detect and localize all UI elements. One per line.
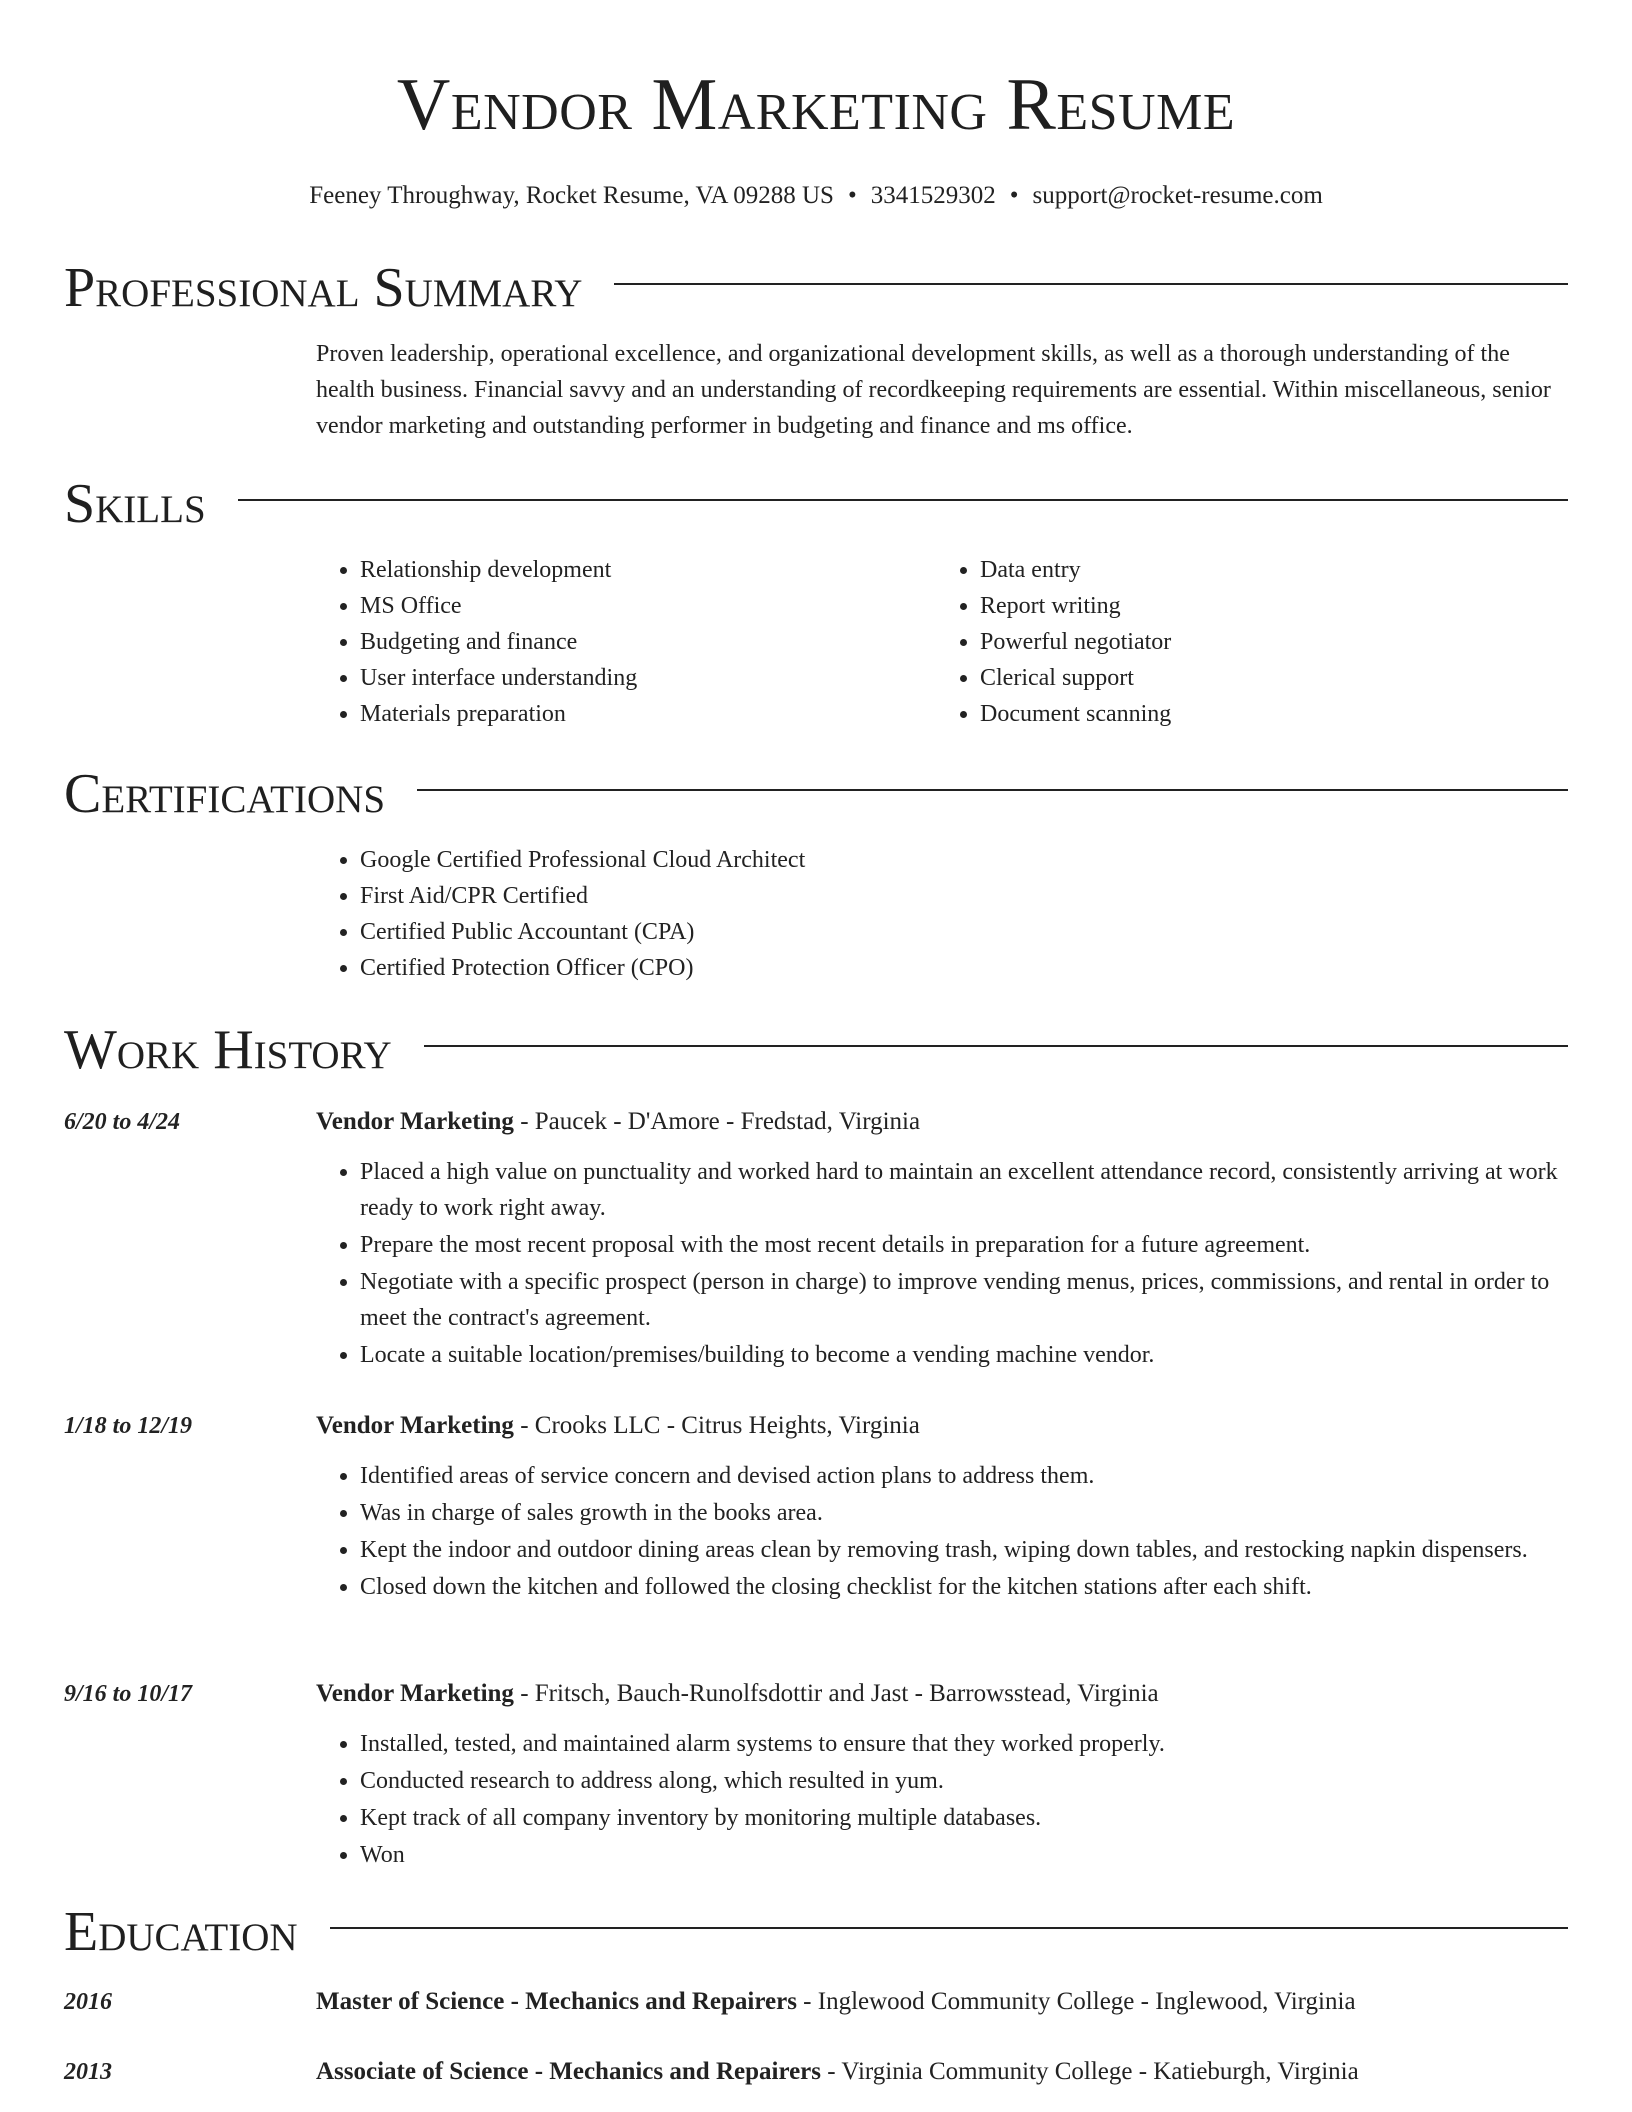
- degree: Master of Science - Mechanics and Repairers: [316, 1988, 797, 2015]
- section-rule: [417, 789, 1568, 791]
- list-item: • Was in charge of sales growth in the books area.: [360, 1495, 1568, 1531]
- job-details: - Fritsch, Bauch-Runolfsdottir and Jast - Barrowsstead, Virginia: [513, 1680, 1159, 1707]
- list-item: • Negotiate with a specific prospect (person in charge) to improve vending menus, prices, commissions, and rental in order to meet the contract's agreement.: [360, 1264, 1568, 1336]
- skills-section-header: [64, 474, 1568, 534]
- section-heading: Skills: [64, 473, 206, 535]
- certifications-list: [316, 842, 1568, 986]
- job-title: Vendor Marketing: [316, 1680, 514, 1707]
- skills-list: [316, 552, 1568, 732]
- phone: 3341529302: [870, 182, 996, 209]
- list-item: • Clerical support: [980, 660, 1568, 696]
- job-bullets: [316, 1458, 1568, 1605]
- list-item: • Document scanning: [980, 696, 1568, 732]
- list-item: • Google Certified Professional Cloud Architect: [360, 842, 1568, 878]
- education-entry: [316, 2054, 1568, 2090]
- list-item: • Powerful negotiator: [980, 624, 1568, 660]
- section-heading: Education: [64, 1901, 298, 1963]
- resume-title: Vendor Marketing Resume: [396, 64, 1236, 146]
- job-dates: 6/20 to 4/24: [64, 1109, 181, 1135]
- job-bullets: [316, 1154, 1568, 1373]
- education-details: - Virginia Community College - Katieburgh, Virginia: [821, 2058, 1359, 2085]
- list-item: • Certified Public Accountant (CPA): [360, 914, 1568, 950]
- email: support@rocket-resume.com: [1032, 182, 1323, 209]
- list-item: • Closed down the kitchen and followed the closing checklist for the kitchen stations after each shift.: [360, 1569, 1568, 1605]
- section-rule: [330, 1927, 1568, 1929]
- list-item: • Report writing: [980, 588, 1568, 624]
- list-item: • Conducted research to address along, which resulted in yum.: [360, 1763, 1568, 1799]
- list-item: • Won: [360, 1837, 1568, 1873]
- separator: •: [1009, 182, 1019, 209]
- contact-line: [0, 180, 1632, 212]
- list-item: • Identified areas of service concern and devised action plans to address them.: [360, 1458, 1568, 1494]
- summary-section-header: [64, 258, 1568, 318]
- list-item: • Placed a high value on punctuality and worked hard to maintain an excellent attendance record, consistently arriving at work ready to work right away.: [360, 1154, 1568, 1226]
- job-entry: [316, 1676, 1568, 1874]
- education-section-header: [64, 1902, 1568, 1962]
- summary-text: Proven leadership, operational excellence, and organizational development skills, as well as a thorough understanding of the health business. Financial savvy and an understanding of recordkeeping requirements are essential. Within miscellaneous, senior vendor marketing and outstanding performer in budgeting and finance and ms office.: [316, 341, 1551, 439]
- list-item: • First Aid/CPR Certified: [360, 878, 1568, 914]
- list-item: • Kept the indoor and outdoor dining areas clean by removing trash, wiping down tables, and restocking napkin dispensers.: [360, 1532, 1568, 1568]
- skills-column-left: [316, 552, 936, 732]
- degree: Associate of Science - Mechanics and Repairers: [316, 2058, 822, 2085]
- skills-column-right: [936, 552, 1568, 732]
- job-details: - Paucek - D'Amore - Fredstad, Virginia: [513, 1108, 921, 1135]
- job-dates: 9/16 to 10/17: [64, 1681, 193, 1707]
- education-year: 2013: [64, 2059, 112, 2085]
- section-heading: Professional Summary: [64, 257, 583, 319]
- list-item: • MS Office: [360, 588, 936, 624]
- section-heading: Certifications: [64, 763, 386, 825]
- list-item: • Certified Protection Officer (CPO): [360, 950, 1568, 986]
- job-details: - Crooks LLC - Citrus Heights, Virginia: [513, 1412, 920, 1439]
- job-dates: 1/18 to 12/19: [64, 1413, 193, 1439]
- list-item: • Prepare the most recent proposal with the most recent details in preparation for a future agreement.: [360, 1227, 1568, 1263]
- job-entry: [316, 1104, 1568, 1374]
- section-heading: Work History: [64, 1019, 392, 1081]
- job-entry: [316, 1408, 1568, 1606]
- list-item: • Budgeting and finance: [360, 624, 936, 660]
- certifications-section-header: [64, 764, 1568, 824]
- work-section-header: [64, 1020, 1568, 1080]
- section-rule: [238, 499, 1568, 501]
- address: Feeney Throughway, Rocket Resume, VA 09288 US: [309, 182, 834, 209]
- list-item: • Locate a suitable location/premises/building to become a vending machine vendor.: [360, 1337, 1568, 1373]
- job-title-line: [316, 1104, 1568, 1140]
- list-item: • User interface understanding: [360, 660, 936, 696]
- job-title: Vendor Marketing: [316, 1412, 514, 1439]
- list-item: • Kept track of all company inventory by monitoring multiple databases.: [360, 1800, 1568, 1836]
- section-rule: [614, 283, 1568, 285]
- job-title-line: [316, 1676, 1568, 1712]
- job-title-line: [316, 1408, 1568, 1444]
- job-title: Vendor Marketing: [316, 1108, 514, 1135]
- job-bullets: [316, 1726, 1568, 1873]
- list-item: • Data entry: [980, 552, 1568, 588]
- section-rule: [424, 1045, 1568, 1047]
- list-item: • Installed, tested, and maintained alarm systems to ensure that they worked properly.: [360, 1726, 1568, 1762]
- list-item: • Relationship development: [360, 552, 936, 588]
- education-year: 2016: [64, 1989, 112, 2015]
- education-details: - Inglewood Community College - Inglewood, Virginia: [796, 1988, 1356, 2015]
- education-entry: [316, 1984, 1568, 2020]
- list-item: • Materials preparation: [360, 696, 936, 732]
- separator: •: [847, 182, 857, 209]
